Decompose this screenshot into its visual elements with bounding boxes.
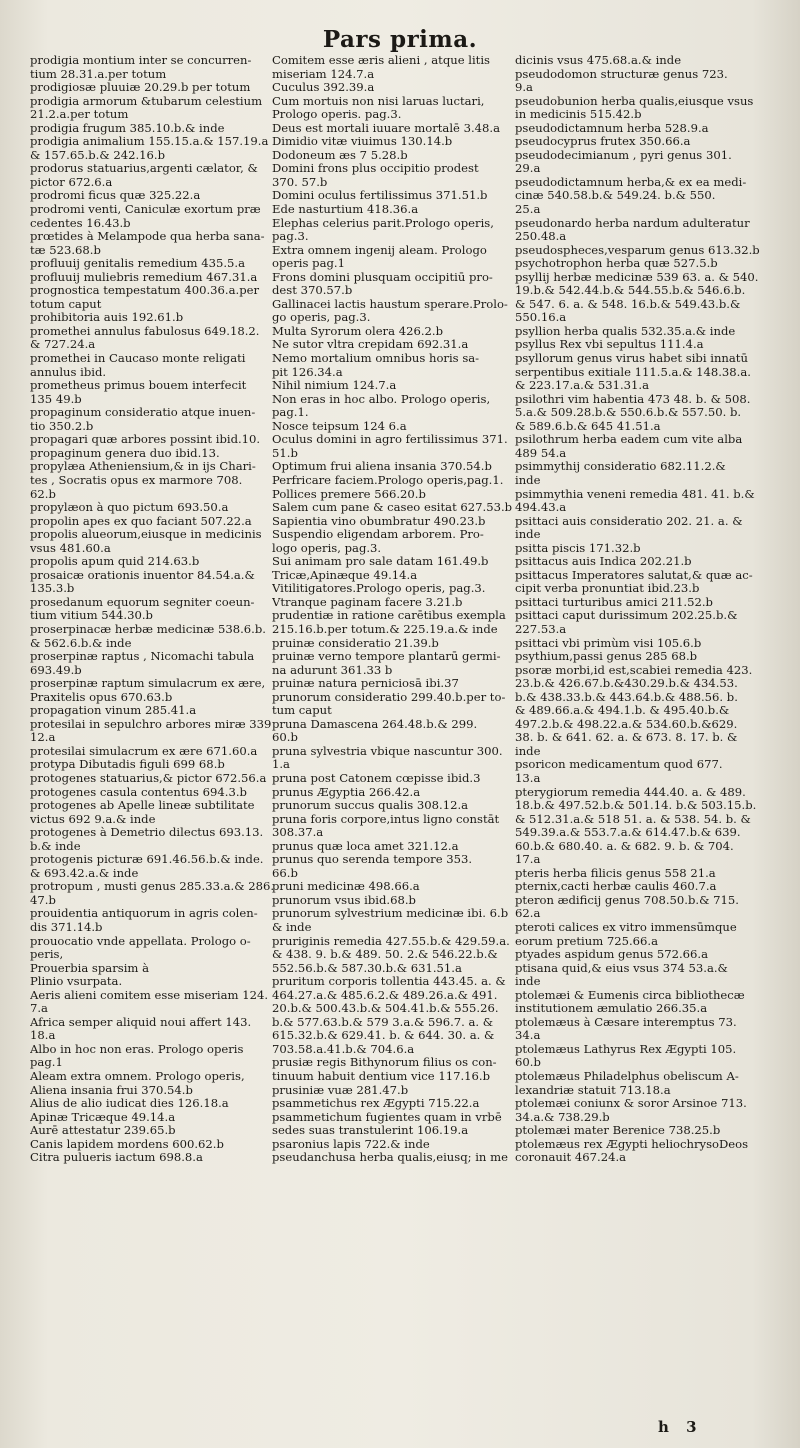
index-entry-line: pterygiorum remedia 444.40. a. & 489. bbox=[515, 785, 746, 799]
index-entry-line: Canis lapidem mordens 600.62.b bbox=[30, 1137, 224, 1151]
index-entry-line: prouocatio vnde appellata. Prologo o- bbox=[30, 934, 251, 948]
index-entry-line: 135.3.b bbox=[30, 582, 75, 596]
index-entry-line: 21.2.a.per totum bbox=[30, 108, 129, 122]
index-entry-line: Domini oculus fertilissimus 371.51.b bbox=[272, 189, 488, 203]
index-entry-line: prunus quæ loca amet 321.12.a bbox=[272, 839, 459, 853]
index-entry-line: miseriam 124.7.a bbox=[272, 67, 375, 81]
index-entry-line: 464.27.a.& 485.6.2.& 489.26.a.& 491. bbox=[272, 988, 498, 1002]
index-entry-line: 308.37.a bbox=[272, 826, 324, 840]
index-entry-line: dest 370.57.b bbox=[272, 284, 353, 298]
index-entry-line: psilothri vim habentia 473 48. b. & 508. bbox=[515, 392, 751, 406]
index-entry-line: dis 371.14.b bbox=[30, 921, 103, 934]
index-entry-line: tum caput bbox=[272, 704, 332, 718]
index-entry-line: inde bbox=[515, 744, 541, 758]
index-entry-line: ptolemæi mater Berenice 738.25.b bbox=[515, 1124, 721, 1138]
index-entry-line: na adurunt 361.33 b bbox=[272, 663, 393, 677]
index-entry-line: prosedanum equorum segniter coeun- bbox=[30, 595, 255, 609]
index-entry-line: pruinæ natura perniciosā ibi.37 bbox=[272, 677, 459, 691]
index-entry-line: prudentiæ in ratione carētibus exempla bbox=[272, 609, 506, 623]
index-entry-line: 38. b. & 641. 62. a. & 673. 8. 17. b. & bbox=[515, 731, 738, 745]
index-entry-line: protypa Dibutadis figuli 699 68.b bbox=[30, 758, 225, 772]
index-entry-line: 23.b.& 426.67.b.&430.29.b.& 434.53. bbox=[515, 677, 738, 691]
index-entry-line: & 438. 9. b.& 489. 50. 2.& 546.22.b.& bbox=[272, 948, 498, 962]
index-entry-line: 34.a.& 738.29.b bbox=[515, 1110, 610, 1124]
index-entry-line: Vtranque paginam facere 3.21.b bbox=[272, 595, 463, 609]
index-entry-line: vsus 481.60.a bbox=[30, 541, 111, 555]
index-entry-line: & 727.24.a bbox=[30, 338, 96, 352]
index-entry-line: pseudonardo herba nardum adulteratur bbox=[515, 216, 750, 230]
index-entry-line: psythium,passi genus 285 68.b bbox=[515, 650, 698, 664]
index-entry-line: pseudocyprus frutex 350.66.a bbox=[515, 135, 691, 149]
index-entry-line: pruna post Catonem cœpisse ibid.3 bbox=[272, 771, 481, 785]
index-entry-line: propagari quæ arbores possint ibid.10. bbox=[30, 433, 261, 447]
index-entry-line: propolin apes ex quo faciant 507.22.a bbox=[30, 514, 252, 528]
index-entry-line: psoræ morbi,id est,scabiei remedia 423. bbox=[515, 663, 753, 677]
index-entry-line: 549.39.a.& 553.7.a.& 614.47.b.& 639. bbox=[515, 826, 741, 840]
index-entry-line: psammetichum fugientes quam in vrbē bbox=[272, 1110, 502, 1124]
index-entry-line: Suspendio eligendam arborem. Pro- bbox=[272, 528, 484, 542]
index-entry-line: tio 350.2.b bbox=[30, 419, 94, 433]
index-entry-line: Elephas celerius parit.Prologo operis, bbox=[272, 216, 494, 230]
index-entry-line: prodigia animalium 155.15.a.& 157.19.a bbox=[30, 135, 269, 149]
index-entry-line: & 547. 6. a. & 548. 16.b.& 549.43.b.& bbox=[515, 297, 741, 311]
index-entry-line: prodromi ficus quæ 325.22.a bbox=[30, 189, 201, 203]
index-entry-line: cipit verba pronuntiat ibid.23.b bbox=[515, 582, 700, 596]
index-entry-line: 550.16.a bbox=[515, 311, 567, 325]
index-entry-line: 703.58.a.41.b.& 704.6.a bbox=[272, 1042, 415, 1056]
index-entry-line: annulus ibid. bbox=[30, 365, 107, 379]
index-entry-line: prodigia armorum &tubarum celestium bbox=[30, 94, 263, 108]
index-entry-line: Citra pulueris iactum 698.8.a bbox=[30, 1151, 203, 1165]
index-entry-line: cedentes 16.43.b bbox=[30, 216, 131, 230]
index-entry-line: 60.b bbox=[272, 731, 298, 745]
index-entry-line: psittacus auis Indica 202.21.b bbox=[515, 555, 692, 569]
index-entry-line: institutionem æmulatio 266.35.a bbox=[515, 1002, 708, 1016]
index-entry-line: dicinis vsus 475.68.a.& inde bbox=[515, 54, 682, 67]
index-entry-line: prosaicæ orationis inuentor 84.54.a.& bbox=[30, 568, 255, 582]
index-entry-line: peris, bbox=[30, 948, 64, 962]
index-entry-line: prodigiosæ pluuiæ 20.29.b per totum bbox=[30, 81, 251, 95]
index-entry-line: pruinæ consideratio 21.39.b bbox=[272, 636, 439, 650]
index-entry-line: Nosce teipsum 124 6.a bbox=[272, 419, 407, 433]
index-entry-line: Sapientia vino obumbratur 490.23.b bbox=[272, 514, 486, 528]
index-entry-line: 552.56.b.& 587.30.b.& 631.51.a bbox=[272, 961, 462, 975]
index-entry-line: prodromi venti, Caniculæ exortum præ bbox=[30, 203, 261, 217]
index-entry-line: logo operis, pag.3. bbox=[272, 541, 382, 555]
index-entry-line: ptolemæus Lathyrus Rex Ægypti 105. bbox=[515, 1042, 737, 1056]
index-entry-line: psyllion herba qualis 532.35.a.& inde bbox=[515, 324, 736, 338]
index-entry-line: propaginum genera duo ibid.13. bbox=[30, 446, 220, 460]
index-column-right bbox=[515, 54, 765, 1165]
index-column-center bbox=[272, 54, 522, 1165]
index-entry-line: Non eras in hoc albo. Prologo operis, bbox=[272, 392, 491, 406]
index-entry-line: 615.32.b.& 629.41. b. & 644. 30. a. & bbox=[272, 1029, 495, 1043]
index-entry-line: totum caput bbox=[30, 297, 102, 311]
index-entry-line: protesilai in sepulchro arbores miræ 339 bbox=[30, 717, 272, 731]
index-entry-line: pruna sylvestria vbique nascuntur 300. bbox=[272, 744, 503, 758]
index-entry-line: & 589.6.b.& 645 41.51.a bbox=[515, 419, 661, 433]
index-entry-line: & 693.42.a.& inde bbox=[30, 866, 139, 880]
index-entry-line: Sui animam pro sale datam 161.49.b bbox=[272, 555, 489, 569]
index-entry-line: 62.a bbox=[515, 907, 541, 921]
index-entry-line: tæ 523.68.b bbox=[30, 243, 101, 257]
index-entry-line: & 512.31.a.& 518 51. a. & 538. 54. b. & bbox=[515, 812, 751, 826]
index-entry-line: ptisana quid,& eius vsus 374 53.a.& bbox=[515, 961, 728, 975]
index-entry-line: pseudodecimianum , pyri genus 301. bbox=[515, 148, 732, 162]
index-entry-line: pseudobunion herba qualis,eiusque vsus bbox=[515, 94, 754, 108]
index-entry-line: Salem cum pane & caseo esitat 627.53.b bbox=[272, 501, 513, 515]
index-entry-line: inde bbox=[515, 473, 541, 487]
index-entry-line: Tricæ,Apinæque 49.14.a bbox=[272, 568, 418, 582]
index-entry-line: 18.b.& 497.52.b.& 501.14. b.& 503.15.b. bbox=[515, 799, 757, 813]
index-entry-line: proserpinæ raptum simulacrum ex ære, bbox=[30, 677, 266, 691]
index-entry-line: & 157.65.b.& 242.16.b bbox=[30, 148, 166, 162]
index-entry-line: 489 54.a bbox=[515, 446, 567, 460]
index-entry-line: Prologo operis. pag.3. bbox=[272, 108, 402, 122]
index-entry-line: victus 692 9.a.& inde bbox=[30, 812, 156, 826]
index-entry-line: profluuij genitalis remedium 435.5.a bbox=[30, 257, 245, 271]
index-entry-line: tium vitium 544.30.b bbox=[30, 609, 153, 623]
index-entry-line: 135 49.b bbox=[30, 392, 82, 406]
index-entry-line: 497.2.b.& 498.22.a.& 534.60.b.&629. bbox=[515, 717, 738, 731]
index-entry-line: propylæa Atheniensium,& in ijs Chari- bbox=[30, 460, 256, 474]
index-entry-line: 12.a bbox=[30, 731, 56, 745]
index-entry-line: pseudodomon structuræ genus 723. bbox=[515, 67, 728, 81]
index-entry-line: pruni medicinæ 498.66.a bbox=[272, 880, 420, 894]
index-entry-line: Extra omnem ingenij aleam. Prologo bbox=[272, 243, 487, 257]
index-entry-line: Vitilitigatores.Prologo operis, pag.3. bbox=[272, 582, 486, 596]
index-entry-line: prunus quo serenda tempore 353. bbox=[272, 853, 473, 867]
index-entry-line: inde bbox=[515, 975, 541, 989]
page-title: Pars prima. bbox=[322, 26, 478, 53]
index-entry-line: promethei annulus fabulosus 649.18.2. bbox=[30, 324, 260, 338]
index-entry-line: Apinæ Tricæque 49.14.a bbox=[30, 1110, 176, 1124]
index-entry-line: protogenis picturæ 691.46.56.b.& inde. bbox=[30, 853, 264, 867]
index-entry-line: in medicinis 515.42.b bbox=[515, 108, 642, 122]
index-entry-line: Domini frons plus occipitio prodest bbox=[272, 162, 479, 176]
index-entry-line: pruinæ verno tempore plantarū germi- bbox=[272, 650, 501, 664]
index-entry-line: inde bbox=[515, 528, 541, 542]
index-entry-line: ptyades aspidum genus 572.66.a bbox=[515, 948, 709, 962]
index-entry-line: ptolemæus rex Ægypti heliochrysoDeos bbox=[515, 1137, 749, 1151]
index-entry-line: 51.b bbox=[272, 446, 298, 460]
index-entry-line: propolis apum quid 214.63.b bbox=[30, 555, 200, 569]
index-entry-line: lexandriæ statuit 713.18.a bbox=[515, 1083, 671, 1097]
index-entry-line: propagation vinum 285.41.a bbox=[30, 704, 197, 718]
index-entry-line: ptolemæi coniunx & soror Arsinoe 713. bbox=[515, 1097, 747, 1111]
index-entry-line: pit 126.34.a bbox=[272, 365, 343, 379]
index-entry-line: tes , Socratis opus ex marmore 708. bbox=[30, 473, 243, 487]
index-entry-line: 5.a.& 509.28.b.& 550.6.b.& 557.50. b. bbox=[515, 406, 742, 420]
index-entry-line: Perfricare faciem.Prologo operis,pag.1. bbox=[272, 473, 504, 487]
index-entry-line: pteris herba filicis genus 558 21.a bbox=[515, 866, 716, 880]
index-entry-line: & 489.66.a.& 494.1.b. & 495.40.b.& bbox=[515, 704, 730, 718]
index-entry-line: 60.b.& 680.40. a. & 682. 9. b. & 704. bbox=[515, 839, 734, 853]
index-entry-line: protogenes ab Apelle lineæ subtilitate bbox=[30, 799, 255, 813]
index-entry-line: 29.a bbox=[515, 162, 541, 176]
index-entry-line: 370. 57.b bbox=[272, 175, 328, 189]
index-entry-line: Nihil nimium 124.7.a bbox=[272, 379, 397, 393]
index-entry-line: protogenes statuarius,& pictor 672.56.a bbox=[30, 771, 267, 785]
index-entry-line: pictor 672.6.a bbox=[30, 175, 113, 189]
index-entry-line: Pollices premere 566.20.b bbox=[272, 487, 426, 501]
index-entry-line: 25.a bbox=[515, 203, 541, 217]
index-entry-line: protesilai simulacrum ex ære 671.60.a bbox=[30, 744, 258, 758]
index-entry-line: pteron ædificij genus 708.50.b.& 715. bbox=[515, 893, 739, 907]
index-entry-line: sedes suas transtulerint 106.19.a bbox=[272, 1124, 469, 1138]
index-entry-line: Plinio vsurpata. bbox=[30, 975, 123, 989]
index-entry-line: Prouerbia sparsim à bbox=[30, 961, 149, 975]
index-entry-line: psyllij herbæ medicinæ 539 63. a. & 540. bbox=[515, 270, 759, 284]
index-entry-line: Ede nasturtium 418.36.a bbox=[272, 203, 419, 217]
index-entry-line: pruna Damascena 264.48.b.& 299. bbox=[272, 717, 478, 731]
index-entry-line: prunorum succus qualis 308.12.a bbox=[272, 799, 469, 813]
index-entry-line: propylæon à quo pictum 693.50.a bbox=[30, 501, 229, 515]
index-entry-line: tinuum habuit dentium vice 117.16.b bbox=[272, 1070, 490, 1084]
index-entry-line: ptolemæi & Eumenis circa bibliothecæ bbox=[515, 988, 745, 1002]
index-entry-line: pseudospheces,vesparum genus 613.32.b bbox=[515, 243, 760, 257]
signature-mark: h 3 bbox=[658, 1418, 703, 1436]
index-entry-line: psittaci auis consideratio 202. 21. a. & bbox=[515, 514, 743, 528]
index-entry-line: pseudodictamnum herba,& ex ea medi- bbox=[515, 175, 747, 189]
index-entry-line: prœtides à Melampode qua herba sana- bbox=[30, 230, 265, 244]
index-entry-line: pruriginis remedia 427.55.b.& 429.59.a. bbox=[272, 934, 510, 948]
index-entry-line: Cuculus 392.39.a bbox=[272, 81, 375, 95]
index-entry-line: pseudanchusa herba qualis,eiusq; in me bbox=[272, 1151, 508, 1165]
index-entry-line: Alius de alio iudicat dies 126.18.a bbox=[30, 1097, 229, 1111]
index-entry-line: psittaci turturibus amici 211.52.b bbox=[515, 595, 713, 609]
index-entry-line: 17.a bbox=[515, 853, 541, 867]
index-entry-line: 13.a bbox=[515, 771, 541, 785]
index-entry-line: Oculus domini in agro fertilissimus 371. bbox=[272, 433, 508, 447]
index-entry-line: prometheus primus bouem interfecit bbox=[30, 379, 247, 393]
index-entry-line: 1.a bbox=[272, 758, 290, 772]
index-entry-line: prunorum consideratio 299.40.b.per to- bbox=[272, 690, 506, 704]
index-entry-line: prognostica tempestatum 400.36.a.per bbox=[30, 284, 260, 298]
index-entry-line: Africa semper aliquid noui affert 143. bbox=[30, 1015, 252, 1029]
index-entry-line: 18.a bbox=[30, 1029, 56, 1043]
index-entry-line: prodigia frugum 385.10.b.& inde bbox=[30, 121, 225, 135]
index-entry-line: serpentibus exitiale 111.5.a.& 148.38.a. bbox=[515, 365, 751, 379]
index-entry-line: Aleam extra omnem. Prologo operis, bbox=[30, 1070, 245, 1084]
index-entry-line: prouidentia antiquorum in agris colen- bbox=[30, 907, 258, 921]
index-entry-line: protogenes casula contentus 694.3.b bbox=[30, 785, 247, 799]
index-entry-line: go operis, pag.3. bbox=[272, 311, 371, 325]
index-entry-line: 227.53.a bbox=[515, 622, 567, 636]
index-entry-line: 9.a bbox=[515, 81, 533, 95]
index-entry-line: & inde bbox=[272, 921, 312, 934]
index-entry-line: profluuij muliebris remedium 467.31.a bbox=[30, 270, 258, 284]
index-entry-line: psitta piscis 171.32.b bbox=[515, 541, 641, 555]
index-entry-line: prusiæ regis Bithynorum filius os con- bbox=[272, 1056, 497, 1070]
index-entry-line: proserpinæ raptus , Nicomachi tabula bbox=[30, 650, 255, 664]
index-entry-line: Dimidio vitæ viuimus 130.14.b bbox=[272, 135, 453, 149]
index-entry-line: pruna foris corpore,intus ligno constāt bbox=[272, 812, 500, 826]
index-entry-line: psychotrophon herba quæ 527.5.b bbox=[515, 257, 718, 271]
index-entry-line: Optimum frui aliena insania 370.54.b bbox=[272, 460, 492, 474]
index-entry-line: 494.43.a bbox=[515, 501, 567, 515]
index-entry-line: 66.b bbox=[272, 866, 298, 880]
index-entry-line: Multa Syrorum olera 426.2.b bbox=[272, 324, 443, 338]
index-entry-line: pruritum corporis tollentia 443.45. a. & bbox=[272, 975, 506, 989]
index-entry-line: Albo in hoc non eras. Prologo operis bbox=[30, 1042, 244, 1056]
index-entry-line: Dodoneum æs 7 5.28.b bbox=[272, 148, 408, 162]
index-entry-line: 693.49.b bbox=[30, 663, 82, 677]
index-entry-line: psimmythia veneni remedia 481. 41. b.& bbox=[515, 487, 755, 501]
index-entry-line: 62.b bbox=[30, 487, 56, 501]
index-entry-line: psittacus Imperatores salutat,& quæ ac- bbox=[515, 568, 753, 582]
index-entry-line: Deus est mortali iuuare mortalē 3.48.a bbox=[272, 121, 500, 135]
index-entry-line: psaronius lapis 722.& inde bbox=[272, 1137, 430, 1151]
index-entry-line: 34.a bbox=[515, 1029, 541, 1043]
index-entry-line: psyllus Rex vbi sepultus 111.4.a bbox=[515, 338, 704, 352]
index-entry-line: psimmythij consideratio 682.11.2.& bbox=[515, 460, 726, 474]
index-entry-line: protropum , musti genus 285.33.a.& 286. bbox=[30, 880, 275, 894]
index-entry-line: b.& 577.63.b.& 579 3.a.& 596.7. a. & bbox=[272, 1015, 494, 1029]
index-entry-line: prohibitoria auis 192.61.b bbox=[30, 311, 184, 325]
index-entry-line: psittaci caput durissimum 202.25.b.& bbox=[515, 609, 738, 623]
index-entry-line: Nemo mortalium omnibus horis sa- bbox=[272, 352, 480, 366]
index-entry-line: psittaci vbi primùm visi 105.6.b bbox=[515, 636, 702, 650]
index-entry-line: prunus Ægyptia 266.42.a bbox=[272, 785, 421, 799]
index-entry-line: Aeris alieni comitem esse miseriam 124. bbox=[30, 988, 269, 1002]
index-entry-line: 250.48.a bbox=[515, 230, 567, 244]
index-entry-line: ptolemæus à Cæsare interemptus 73. bbox=[515, 1015, 737, 1029]
index-entry-line: psilothrum herba eadem cum vite alba bbox=[515, 433, 743, 447]
index-entry-line: eorum pretium 725.66.a bbox=[515, 934, 659, 948]
index-entry-line: psyllorum genus virus habet sibi innatū bbox=[515, 352, 748, 366]
index-entry-line: Gallinacei lactis haustum sperare.Prolo- bbox=[272, 297, 508, 311]
index-entry-line: b.& 438.33.b.& 443.64.b.& 488.56. b. bbox=[515, 690, 738, 704]
index-entry-line: coronauit 467.24.a bbox=[515, 1151, 627, 1165]
index-entry-line: pternix,cacti herbæ caulis 460.7.a bbox=[515, 880, 717, 894]
index-entry-line: prusiniæ vuæ 281.47.b bbox=[272, 1083, 409, 1097]
index-entry-line: Comitem esse æris alieni , atque litis bbox=[272, 54, 490, 67]
index-entry-line: 20.b.& 500.43.b.& 504.41.b.& 555.26. bbox=[272, 1002, 499, 1016]
index-entry-line: Ne sutor vltra crepidam 692.31.a bbox=[272, 338, 469, 352]
index-entry-line: propolis alueorum,eiusque in medicinis bbox=[30, 528, 262, 542]
index-entry-line: 60.b bbox=[515, 1056, 541, 1070]
index-entry-line: operis pag.1 bbox=[272, 257, 345, 271]
index-entry-line: Aliena insania frui 370.54.b bbox=[30, 1083, 193, 1097]
index-entry-line: prodigia montium inter se concurren- bbox=[30, 54, 252, 67]
index-entry-line: 7.a bbox=[30, 1002, 48, 1016]
index-entry-line: cinæ 540.58.b.& 549.24. b.& 550. bbox=[515, 189, 716, 203]
index-entry-line: 47.b bbox=[30, 893, 56, 907]
index-entry-line: prunorum sylvestrium medicinæ ibi. 6.b bbox=[272, 907, 509, 921]
index-entry-line: pag.1 bbox=[30, 1056, 63, 1070]
index-entry-line: Aurē attestatur 239.65.b bbox=[30, 1124, 176, 1138]
index-entry-line: prodorus statuarius,argenti cælator, & bbox=[30, 162, 258, 176]
index-entry-line: protogenes à Demetrio dilectus 693.13. bbox=[30, 826, 264, 840]
index-entry-line: Praxitelis opus 670.63.b bbox=[30, 690, 173, 704]
index-entry-line: psammetichus rex Ægypti 715.22.a bbox=[272, 1097, 480, 1111]
index-entry-line: prunorum vsus ibid.68.b bbox=[272, 893, 416, 907]
index-entry-line: propaginum consideratio atque inuen- bbox=[30, 406, 256, 420]
index-entry-line: pag.3. bbox=[272, 230, 309, 244]
index-entry-line: pteroti calices ex vitro immensūmque bbox=[515, 921, 737, 934]
index-entry-line: & 562.6.b.& inde bbox=[30, 636, 132, 650]
index-entry-line: b.& inde bbox=[30, 839, 81, 853]
index-entry-line: Frons domini plusquam occipitiū pro- bbox=[272, 270, 493, 284]
index-entry-line: pag.1. bbox=[272, 406, 309, 420]
index-entry-line: proserpinacæ herbæ medicinæ 538.6.b. bbox=[30, 622, 266, 636]
index-entry-line: 19.b.& 542.44.b.& 544.55.b.& 546.6.b. bbox=[515, 284, 746, 298]
index-entry-line: pseudodictamnum herba 528.9.a bbox=[515, 121, 709, 135]
index-entry-line: 215.16.b.per totum.& 225.19.a.& inde bbox=[272, 622, 498, 636]
index-entry-line: psoricon medicamentum quod 677. bbox=[515, 758, 723, 772]
index-entry-line: Cum mortuis non nisi laruas luctari, bbox=[272, 94, 485, 108]
index-column-left bbox=[30, 54, 280, 1165]
index-entry-line: promethei in Caucaso monte religati bbox=[30, 352, 246, 366]
index-entry-line: & 223.17.a.& 531.31.a bbox=[515, 379, 650, 393]
index-entry-line: ptolemæus Philadelphus obeliscum A- bbox=[515, 1070, 739, 1084]
index-entry-line: tium 28.31.a.per totum bbox=[30, 67, 167, 81]
